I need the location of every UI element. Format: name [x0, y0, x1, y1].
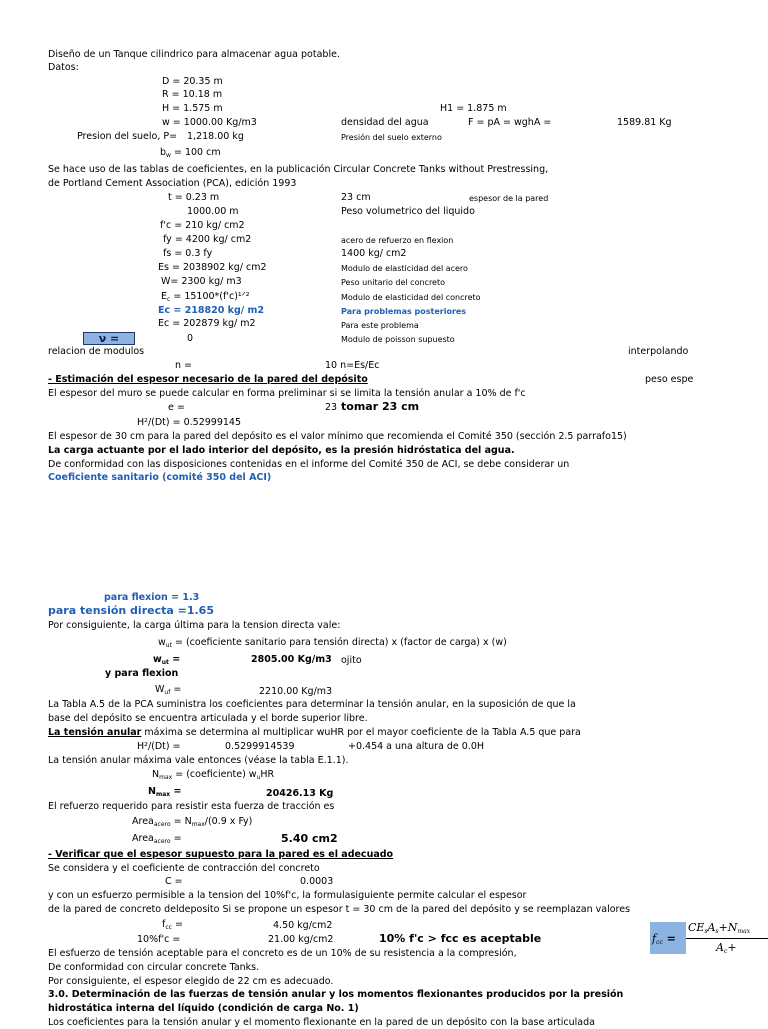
- ratio-2-coef: +0.454 a una altura de 0.0H: [348, 741, 485, 752]
- mat-nu-desc: Modulo de poisson supuesto: [341, 335, 455, 344]
- diez-fc: 10%f'c =: [137, 934, 181, 945]
- fcc-formula: [162, 919, 183, 934]
- area-subscript: acero: [153, 821, 171, 828]
- bw-subscript: w: [166, 152, 171, 159]
- espesor-elegido: Por consiguiente, el espesor elegido de 22 cm es adecuado.: [48, 976, 334, 987]
- espesor-ratio: H²/(Dt) = 0.52999145: [137, 417, 242, 428]
- Nmax-result-symbol: N: [148, 786, 156, 797]
- formula-lhs-sub: cc: [656, 939, 663, 946]
- wut-symbol: w: [158, 637, 166, 648]
- mat-nu-value: 0: [187, 333, 194, 344]
- conformidad-2: De conformidad con circular concrete Tanks.: [48, 962, 260, 973]
- tension-anular-rest: máxima se determina al multiplicar wuHR por el mayor coeficiente de la Tabla A.5 que para: [144, 727, 581, 738]
- param-densidad: densidad del agua: [341, 117, 429, 128]
- presion-externo: Presión del suelo externo: [341, 133, 442, 142]
- section3-title-1: 3.0. Determinación de las fuerzas de tensión anular y los momentos flexionantes producidos por la presión: [48, 989, 624, 1000]
- fcc-equals: =: [175, 919, 183, 930]
- mat-t-desc: espesor de la pared: [469, 194, 549, 203]
- area-result-symbol: Area: [132, 833, 154, 844]
- area-value: 5.40 cm2: [281, 832, 338, 845]
- espesor-line-1: El espesor del muro se puede calcular en forma preliminar si se limita la tensión anular a 10% de f'c: [48, 388, 526, 399]
- param-R: R = 10.18 m: [162, 89, 223, 100]
- factor-flexion: para flexion = 1.3: [104, 592, 200, 603]
- area-formula-b: /(0.9 x Fy): [204, 816, 253, 827]
- tabla-line-1: La Tabla A.5 de la PCA suministra los coeficientes para determinar la tensión anular, en la suposición de que la: [48, 699, 576, 710]
- param-D: D = 20.35 m: [162, 76, 223, 87]
- param-bw: [160, 147, 221, 162]
- wuf-value: 2210.00 Kg/m3: [259, 686, 333, 697]
- formula-denominator: [716, 941, 737, 955]
- param-F-value: 1589.81 Kg: [617, 117, 672, 128]
- esfuerzo-line: El esfuerzo de tensión aceptable para el concreto es de un 10% de su resistencia a la compresión,: [48, 948, 517, 959]
- wut-formula-text: = (coeficiente sanitario para tensión directa) x (factor de carga) x (w): [174, 637, 507, 648]
- mat-Ec-2: Ec = 202879 kg/ m2: [158, 318, 256, 329]
- area-result-equals: =: [173, 833, 182, 844]
- wuf-equals: =: [173, 684, 182, 695]
- Nmax-result-subscript: max: [155, 791, 171, 798]
- wuf-subscript: uf: [164, 689, 171, 696]
- area-result-subscript: acero: [153, 838, 171, 845]
- y-para-flexion: y para flexion: [105, 668, 179, 679]
- tabla-line-2: base del depósito se encuentra articulada y el borde superior libre.: [48, 713, 368, 724]
- mat-W: W= 2300 kg/ m3: [161, 276, 242, 287]
- fcc-subscript: cc: [165, 924, 172, 931]
- mat-t: t = 0.23 m: [168, 192, 220, 203]
- mat-n: n =: [175, 360, 193, 371]
- mat-Ec-1-desc: Para problemas posteriores: [341, 307, 467, 316]
- verificar-heading: - Verificar que el espesor supuesto para la pared es el adecuado: [48, 849, 394, 860]
- datos-label: Datos:: [48, 62, 79, 73]
- tension-anular-line: [48, 727, 581, 739]
- coeficiente-sanitario: Coeficiente sanitario (comité 350 del ACI): [48, 472, 272, 483]
- espesor-heading: - Estimación del espesor necesario de la pared del depósito: [48, 374, 368, 385]
- formula-den-A: A: [716, 941, 724, 954]
- formula-num-sub-3: max: [737, 928, 751, 935]
- document-title: Diseño de un Tanque cilindrico para almacenar agua potable.: [48, 49, 340, 60]
- Nmax-formula-a: = (coeficiente) w: [175, 769, 257, 780]
- area-formula-a: = N: [173, 816, 192, 827]
- area-symbol: Area: [132, 816, 154, 827]
- mat-Es: Es = 2038902 kg/ cm2: [158, 262, 267, 273]
- verificar-C: C =: [165, 876, 183, 887]
- formula-lhs-f: f: [652, 932, 657, 945]
- Nmax-value: 20426.13 Kg: [266, 788, 334, 799]
- verificar-C-value: 0.0003: [300, 876, 334, 887]
- section3-title-2: hidrostática interna del líquido (condición de carga No. 1): [48, 1003, 359, 1014]
- ojito-note: ojito: [341, 655, 362, 666]
- bw-symbol: b: [160, 147, 167, 158]
- Ec-subscript: c: [167, 296, 171, 303]
- mat-n-value: 10 n=Es/Ec: [325, 360, 380, 371]
- ratio-2-value: 0.5299914539: [225, 741, 295, 752]
- param-H1: H1 = 1.875 m: [440, 103, 507, 114]
- formula-lhs: [652, 932, 676, 946]
- espesor-tomar: tomar 23 cm: [341, 400, 420, 413]
- Ec-formula: = 15100*(f'c)¹ᐟ²: [173, 291, 250, 302]
- formula-den-plus: +: [727, 941, 737, 954]
- Nmax-formula: [152, 769, 274, 784]
- verificar-line-1: Se considera y el coeficiente de contracción del concreto: [48, 863, 320, 874]
- ratio-2: H²/(Dt) =: [137, 741, 181, 752]
- mat-Ec-2-desc: Para este problema: [341, 321, 419, 330]
- Nmax-symbol: N: [152, 769, 160, 780]
- formula-num-sub-1: s: [704, 928, 708, 935]
- wut-subscript: ut: [165, 642, 172, 649]
- wut-result-equals: =: [172, 654, 181, 665]
- wuf-symbol: W: [155, 684, 165, 695]
- Nmax-formula-b: HR: [260, 769, 275, 780]
- param-H: H = 1.575 m: [162, 103, 223, 114]
- espesor-line-2: El espesor de 30 cm para la pared del depósito es el valor mínimo que recomienda el Comité 350 (sección 2.5 parrafo15): [48, 431, 627, 442]
- wut-result-subscript: ut: [161, 659, 169, 666]
- formula-den-sub: c: [723, 948, 728, 955]
- param-w: w = 1000.00 Kg/m3: [162, 117, 257, 128]
- mat-W-desc: Peso unitario del concreto: [341, 278, 446, 287]
- relacion-modulos: relacion de modulos: [48, 346, 145, 357]
- mat-Ec-formula: [161, 291, 250, 306]
- aceptable-label: 10% f'c > fcc es aceptable: [379, 932, 542, 945]
- mat-fy-desc: acero de refuerzo en flexion: [341, 236, 454, 245]
- presion-value: 1,218.00 kg: [187, 131, 244, 142]
- verificar-line-2: y con un esfuerzo permisible a la tension del 10%f'c, la formulasiguiente permite calcular el espesor: [48, 890, 527, 901]
- formula-fraction-line: [686, 938, 768, 939]
- formula-num-sub-2: s: [715, 928, 719, 935]
- formula-numerator: [688, 921, 750, 935]
- tension-max-line: La tensión anular máxima vale entonces (véase la tabla E.1.1).: [48, 755, 349, 766]
- espesor-e-value: 23: [325, 402, 338, 413]
- area-formula: [132, 816, 252, 831]
- bw-value: = 100 cm: [173, 147, 221, 158]
- Nmax-subscript: max: [159, 774, 173, 781]
- Nmax-result: [148, 786, 181, 801]
- wut-formula: [158, 637, 507, 652]
- formula-num-N: +N: [718, 921, 738, 934]
- area-result: [132, 833, 182, 848]
- mat-fc: f'c = 210 kg/ cm2: [160, 220, 245, 231]
- mat-peso-liquido-desc: Peso volumetrico del liquido: [341, 206, 475, 217]
- espesor-e: e =: [168, 402, 185, 413]
- area-formula-sub: max: [191, 821, 205, 828]
- poisson-symbol-box: [83, 332, 135, 345]
- mat-Es-desc: Modulo de elasticidad del acero: [341, 264, 468, 273]
- mat-t-cm: 23 cm: [341, 192, 371, 203]
- wuf-formula: [155, 684, 181, 699]
- formula-equals-sign: =: [662, 932, 676, 945]
- wut-result-symbol: w: [153, 654, 162, 665]
- Ec-symbol: E: [161, 291, 168, 302]
- verificar-line-3: de la pared de concreto deldeposito Si se propone un espesor t = 30 cm de la pared del depósito y se reemplazan valores: [48, 904, 631, 915]
- param-F: F = pA = wghA =: [468, 117, 552, 128]
- interpolando-label: interpolando: [628, 346, 689, 357]
- section3-line-1: Los coeficientes para la tensión anular y el momento flexionante en la pared de un depósito con la base articulada: [48, 1017, 595, 1028]
- fcc-symbol: f: [162, 919, 166, 930]
- mat-Ec-1: Ec = 218820 kg/ m2: [158, 305, 265, 316]
- wut-result: [153, 654, 180, 669]
- formula-num-CE: CE: [688, 921, 705, 934]
- mat-fs-value: 1400 kg/ cm2: [341, 248, 407, 259]
- refuerzo-line: El refuerzo requerido para resistir esta fuerza de tracción es: [48, 801, 335, 812]
- tension-anular-label: La tensión anular: [48, 727, 142, 738]
- mat-Ec-formula-desc: Modulo de elasticidad del concreto: [341, 293, 481, 302]
- diez-fc-value: 21.00 kg/cm2: [268, 934, 334, 945]
- intro-line-1: Se hace uso de las tablas de coeficientes, en la publicación Circular Concrete Tanks without Prestressing,: [48, 164, 549, 175]
- formula-num-A: A: [707, 921, 716, 934]
- peso-espe-label: peso espe: [645, 374, 694, 385]
- carga-actuante: La carga actuante por el lado interior del depósito, es la presión hidróstatica del agua.: [48, 445, 515, 456]
- conformidad-line: De conformidad con las disposiciones contenidas en el informe del Comité 350 de ACI, se debe considerar un: [48, 459, 570, 470]
- mat-fy: fy = 4200 kg/ cm2: [163, 234, 252, 245]
- fcc-value: 4.50 kg/cm2: [273, 920, 333, 931]
- Nmax-formula-sub: u: [256, 774, 261, 781]
- mat-peso-liquido: 1000.00 m: [187, 206, 239, 217]
- Nmax-result-equals: =: [173, 786, 182, 797]
- presion-label: Presion del suelo, P=: [77, 131, 178, 142]
- poisson-symbol: ν =: [98, 332, 120, 345]
- mat-fs: fs = 0.3 fy: [163, 248, 213, 259]
- wut-value: 2805.00 Kg/m3: [251, 654, 332, 665]
- intro-line-2: de Portland Cement Association (PCA), edición 1993: [48, 178, 297, 189]
- carga-ultima-intro: Por consiguiente, la carga última para la tension directa vale:: [48, 620, 341, 631]
- factor-tension: para tensión directa =1.65: [48, 604, 214, 617]
